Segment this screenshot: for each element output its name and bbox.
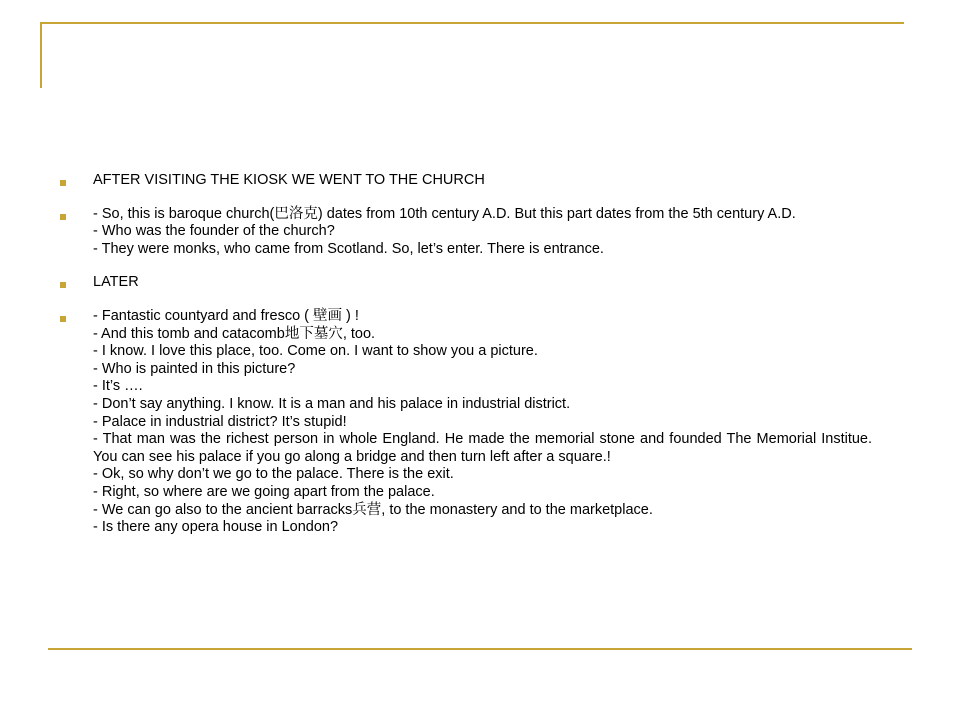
- text-line: - Right, so where are we going apart from the palace.: [93, 483, 435, 500]
- text-line: LATER: [93, 274, 139, 291]
- text-line: AFTER VISITING THE KIOSK WE WENT TO THE CHURCH: [93, 172, 485, 188]
- bullet-item: [60, 274, 872, 292]
- top-decorative-rule: [40, 22, 904, 24]
- text-line: - Ok, so why don’t we go to the palace. There is the exit.: [93, 466, 454, 483]
- text-line: - And this tomb and catacomb地下墓穴, too.: [93, 325, 376, 342]
- square-bullet-icon: [60, 214, 66, 220]
- slide-content: [60, 172, 872, 553]
- square-bullet-icon: [60, 180, 66, 186]
- left-decorative-rule: [40, 22, 42, 88]
- text-line: - It’s ….: [93, 378, 143, 395]
- text-line: - Palace in industrial district? It’s stupid!: [93, 413, 347, 430]
- text-line: - Who is painted in this picture?: [93, 360, 296, 377]
- square-bullet-icon: [60, 316, 66, 322]
- text-line: - So, this is baroque church(巴洛克) dates from 10th century A.D. But this part dates from the 5th century A.D.: [93, 205, 796, 222]
- bullet-item: [60, 206, 872, 259]
- bullet-text: [93, 274, 872, 292]
- text-line: - We can go also to the ancient barracks兵营, to the monastery and to the marketplace.: [93, 501, 653, 518]
- text-line: - Fantastic countyard and fresco ( 壁画 ) !: [93, 307, 359, 324]
- text-line: - I know. I love this place, too. Come on. I want to show you a picture.: [93, 343, 538, 360]
- bottom-decorative-rule: [48, 648, 912, 650]
- bullet-text: [93, 172, 872, 190]
- text-line: - Is there any opera house in London?: [93, 519, 339, 536]
- bullet-item: [60, 308, 872, 537]
- text-line: - Don’t say anything. I know. It is a man and his palace in industrial district.: [93, 395, 571, 412]
- bullet-text: [93, 206, 872, 259]
- text-line: - Who was the founder of the church?: [93, 223, 335, 240]
- bullet-item: [60, 172, 872, 190]
- text-line: - They were monks, who came from Scotland. So, let’s enter. There is entrance.: [93, 240, 604, 257]
- text-line: - That man was the richest person in whole England. He made the memorial stone and founded The Memorial Institue. You can see his palace if you go along a bridge and then turn left after a square.!: [93, 431, 872, 465]
- square-bullet-icon: [60, 282, 66, 288]
- bullet-text: [93, 308, 872, 537]
